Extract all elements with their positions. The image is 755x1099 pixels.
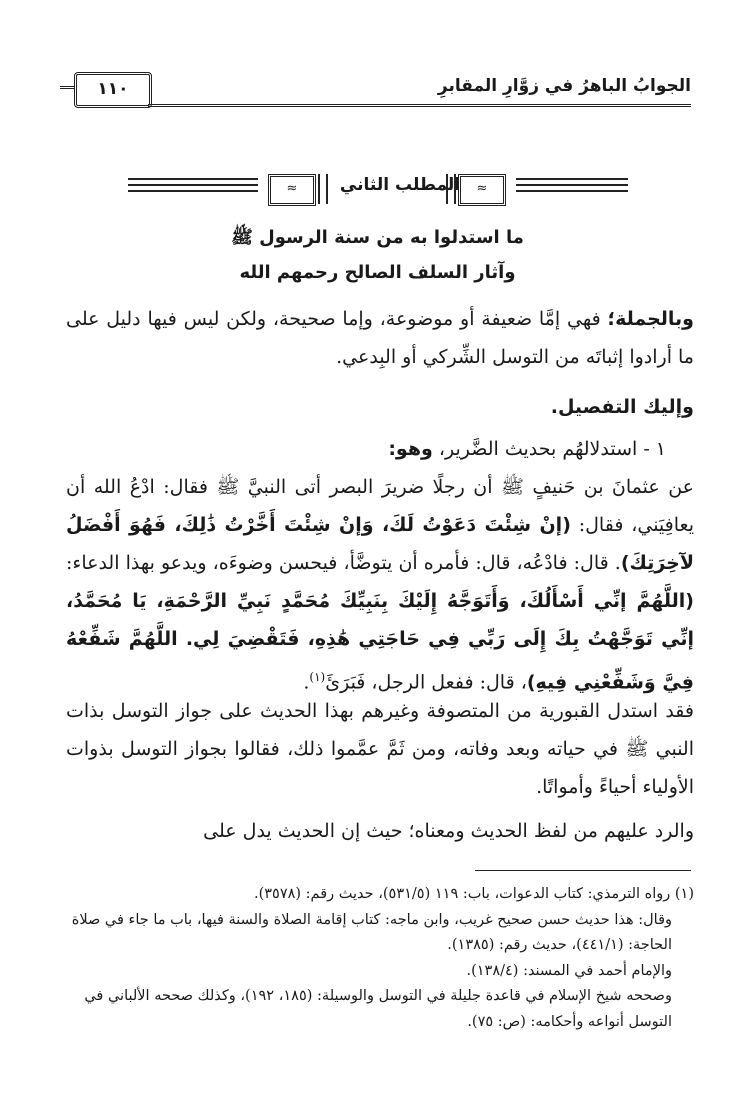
paragraph-lead: وبالجملة؛ (607, 308, 694, 330)
footnote-rule (475, 870, 691, 871)
paragraph-detail (66, 388, 694, 426)
paragraph-item-1 (66, 430, 694, 468)
paragraph-text: فهي إمَّا ضعيفة أو موضوعة، وإما صحيحة، ولكن ليس فيها دليل على ما أرادوا إثباتَه من التوسل الشِّركي أو البِدعي. (66, 308, 694, 368)
heading-line-2: وآثار السلف الصالح رحمهم الله (239, 262, 516, 283)
paragraph-summary (66, 300, 694, 376)
detail-label: وإليك التفصيل. (550, 396, 694, 418)
paragraph-hadith (66, 468, 694, 701)
banner-bar-right (516, 178, 628, 198)
header-rule-left (60, 86, 74, 89)
footnote-4: وصححه شيخ الإسلام في قاعدة جليلة في التوسل والوسيلة: (١٨٥، ١٩٢)، وكذلك صححه الألباني في التوسل أنواعه وأحكامه: (ص: ٧٥). (84, 988, 672, 1030)
item-1-bold: وهو: (388, 438, 433, 460)
section-title: المطلب الثاني (339, 175, 461, 195)
running-header (66, 72, 691, 112)
banner-divider-left (318, 174, 328, 204)
paragraph-inference: فقد استدل القبورية من المتصوفة وغيرهم بهذا الحديث على جواز التوسل بذات النبي ﷺ في حياته وبعد وفاته، ومن ثَمَّ عمَّموا ذلك، فقالوا بجواز التوسل بذوات الأولياء أحياءً وأمواتًا. (66, 700, 694, 798)
footnote-3: والإمام أحمد في المسند: (١٣٨/٤). (466, 962, 672, 979)
hadith-text-c: ، قال: ففعل الرجل، فَبَرَئَ (325, 671, 527, 694)
hadith-quote-1: (إنْ شِئْتَ دَعَوْتُ لَكَ، وَإنْ شِئْتَ أَخَّرْتُ ذَٰلِكَ، فَهُوَ أَفْضَلُ لآخِرَتِكَ) (66, 514, 694, 574)
paragraph-response: والرد عليهم من لفظ الحديث ومعناه؛ حيث إن الحديث يدل على (203, 820, 694, 842)
footnote-2: وقال: هذا حديث حسن صحيح غريب، وابن ماجه: كتاب إقامة الصلاة والسنة فيها، باب ما جاء في صلاة الحاجة: (٤٤١/١)، حديث رقم: (١٣٨٥). (71, 911, 672, 953)
hadith-text-b: . قال: فادْعُه، قال: فأمره أن يتوضَّأ، فيحسن وضوءَه، ويدعو بهذا الدعاء: (66, 552, 621, 574)
page-number: ١١٠ (74, 72, 152, 108)
ornament-left-icon: ≈ (268, 174, 316, 206)
banner-divider-right (446, 174, 456, 204)
footnote-1: (١) رواه الترمذي: كتاب الدعوات، باب: ١١٩ (٥٣١/٥)، حديث رقم: (٣٥٧٨). (253, 886, 694, 902)
book-title: الجوابُ الباهرُ في زوَّارِ المقابرِ (437, 76, 691, 96)
banner-bar-left (128, 178, 258, 198)
footnotes (62, 882, 694, 1035)
footnote-ref[interactable]: (١) (309, 670, 326, 684)
heading-line-1: ما استدلوا به من سنة الرسول ﷺ (231, 227, 524, 248)
hadith-text-end: . (303, 671, 310, 694)
header-rule (148, 104, 691, 107)
hadith-quote-2: (اللَّهُمَّ إنِّي أَسْأَلُكَ، وَأَتَوَجَّهُ إِلَيْكَ بِنَبِيِّكَ مُحَمَّدٍ نَبِيِّ الرَّحْمَةِ، يَا مُحَمَّدُ، إنِّي تَوَجَّهْتُ بِكَ إِلَى رَبِّي فِي حَاجَتِي هَٰذِهِ، فَتَقْضِيَ لِي. اللَّهُمَّ شَفِّعْهُ فِيَّ وَشَفِّعْنِي فِيهِ) (66, 590, 694, 694)
ornament-right-icon: ≈ (458, 174, 506, 206)
item-1-title: ١ - استدلالهُم بحديث الضَّرير، (432, 438, 666, 460)
hadith-text-a: عن عثمانَ بن حَنيفٍ ﷺ أن رجلًا ضريرَ البصر أتى النبيَّ ﷺ فقال: ادْعُ الله أن يعافِيَني، فقال: (66, 476, 694, 536)
section-banner (128, 172, 628, 208)
